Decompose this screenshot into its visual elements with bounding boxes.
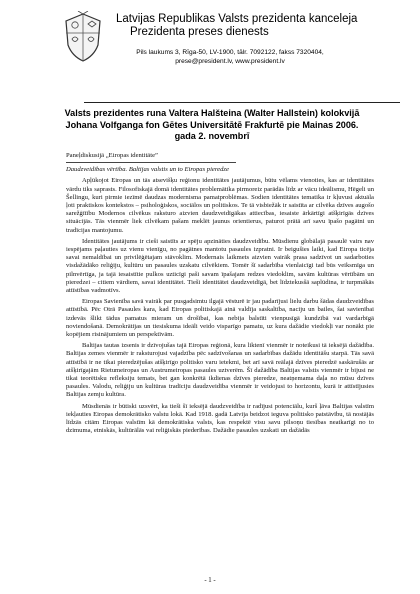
- header-divider: [84, 102, 400, 103]
- title-line-3: gada 2. novembrī: [174, 131, 250, 141]
- title-line-2: Johana Volfganga fon Gētes Universitātē Frakfurtē pie Mainas 2006.: [65, 119, 359, 130]
- paragraph-5: Mūsdienās ir būtiski uzsvērt, ka tieši šī ieksējā daudzveidība ir radījusi potenciālu, kurš ļāva Baltijas valstīm iekļauties Eiropas demokrātisko valstu lokā. Kad 1918. gadā Latvija beidzot ieguva politisko patstāvību, tā nostājās līdzās citām Eiropas valstīm kā demokrātiska valsts, kas respektē visu savu pilsoņu tiesības neatkarīgi no to dzimuma, etniskās, kultūrālās vai reliģiskās piederības. Dažādie pasaules uzskati un dažādās: [66, 402, 374, 435]
- paragraph-1: Apļūkojot Eiropas un tās atsevišķu reģionu identitātes jautājumus, būtu vēlams vienoties, kas ar identitātes vārdu tiks saprasts. Filosofiskajā domā identitātes problemātika pirmoreiz parādās līdz ar vācu ideālismu, Hēgeli un Šellingu, kuri pirmie iezīmē daudzas modernisma pamatproblēmas. Sodien identitātes tematika ir kļuvusi aktuāla ļoti praktiskos kontekstos – psiholoģiskos, sociālos un politiskos. Te tā visbiežāk ir saistīta ar cilvēka dzīves augošo sarežģītību Modernos cilvēkus raksturo aizvien daudzveidīgākas attiecības, iesaiste ārkārtīgi atšķirīgās dzīves situācijās. Tās vienmēr liek cilvēkam pašam meklēt jaunus orientierus, paturot prātā arī savu īpašo pagātni un tradīcijas mantojumu.: [66, 177, 374, 234]
- paragraph-4: Baltijas tautas izsenis ir dzīvojušas tajā Eiropas reģionā, kura liktenī vienmēr ir noteikusi tā ieksējā dažādība. Baltijas zemes vienmēr ir raksturojusi vajadzība pēc sadzīvošanas un sadarbības dažādu identitāšu starpā. Tās savā attīstībā ir ne tikai pieredzējušas atšķirīgo politisko varu ietekmi, bet arī savā reālajā dzīves pieredzē saskārušās ar atšķirīgajām Rietumeiropas un Austrumeiropas pasaules uztverēm. Šī dažādība Baltijas valstis vienmēr ir bijusi ne tikai teorētisku refleksiju temats, bet gan konkrētā ikdienas dzīves pieredze, neatņemama daļa no mūsu dzīves pasaules. Valodu, reliģiju un kultūras tradīciju daudzveidība vienmēr ir veidojusi to horizontu, kurā ir attīstījusies Baltijas zemju kultūra.: [66, 342, 374, 399]
- org-name-line-2: Prezidenta preses dienests: [130, 26, 269, 38]
- speech-title: [62, 108, 362, 143]
- paragraph-2: Identitātes jautājums ir cieši saistīts ar spēju apzināties daudzveidību. Mūsdienu globālajā pasaulē vairs nav iespējams paļauties uz vienu vienīgu, no pagātnes mantotu pasaules izpratni. Ir beigušies laiki, kad Eiropa ticēja savai nemaldībai un privilēģētajam stāvoklim. Modernais laikmets aizvien vairāk prasa sadzīvot un sadarboties visdažādāko reliģiju, kultūru un pasaules uzskatu cilvēkiem. Tomēr šī sadarbība vienlaicīgi tad būs veiksmīga un pilnvērtīga, ja tajā iesaistītie pulkos uzticīgi paši savam īpašajam redzes viedoklim, savām kultūras vērtībām un pieredzei – citiem vārdiem, savai identitātei. Tieši identitātei daudzveidīgā, bet līdztekusšā saplūdina, ir turpmākās attīstības vadmotīvs.: [66, 237, 374, 295]
- title-line-1: Valsts prezidentes runa Valtera Halšteina (Walter Hallstein) kolokvijā: [64, 108, 360, 118]
- speech-body: [66, 152, 374, 439]
- section-divider: [66, 162, 236, 163]
- contact-line: prese@president.lv, www.president.lv: [175, 58, 285, 65]
- section-subtitle: Daudzveidības vērtība. Baltijas valstis un to Eiropas pieredze: [66, 166, 229, 174]
- section-label: Paneļdiskusijā „Eiropas identitāte”: [66, 152, 158, 159]
- org-name-line-1: Latvijas Republikas Valsts prezidenta kanceleja: [116, 13, 358, 25]
- page-number: - 1 -: [204, 577, 216, 584]
- paragraph-3: Eiropas Savienība savā vairāk par pusgadsimtu ilgajā vēsturē ir jau padarījusi lielu darbu šādas daudzveidības attīstībā. Pēc Otrā Pasaules kara, kad Eiropas politiskajā ainā valdīja saskaltība, naciju un bailes, šai savienībai izdevās šlikt tādus pamatus mieram un drošībai, kas nebija balstīti vienpusīgā kundzībā vai vardarbīgā noviendošanā. Demokrātijas un tiesiskuma ideāli veido visparīgo pamatu, uz kura dažādie viedokļi var nonākt pie kopējiem risinājumiem un perspektīvām.: [66, 298, 374, 339]
- letterhead: [116, 13, 376, 66]
- address-line: Pils laukums 3, Rīga-50, LV-1900, tālr. 7092122, fakss 7320404,: [136, 49, 324, 56]
